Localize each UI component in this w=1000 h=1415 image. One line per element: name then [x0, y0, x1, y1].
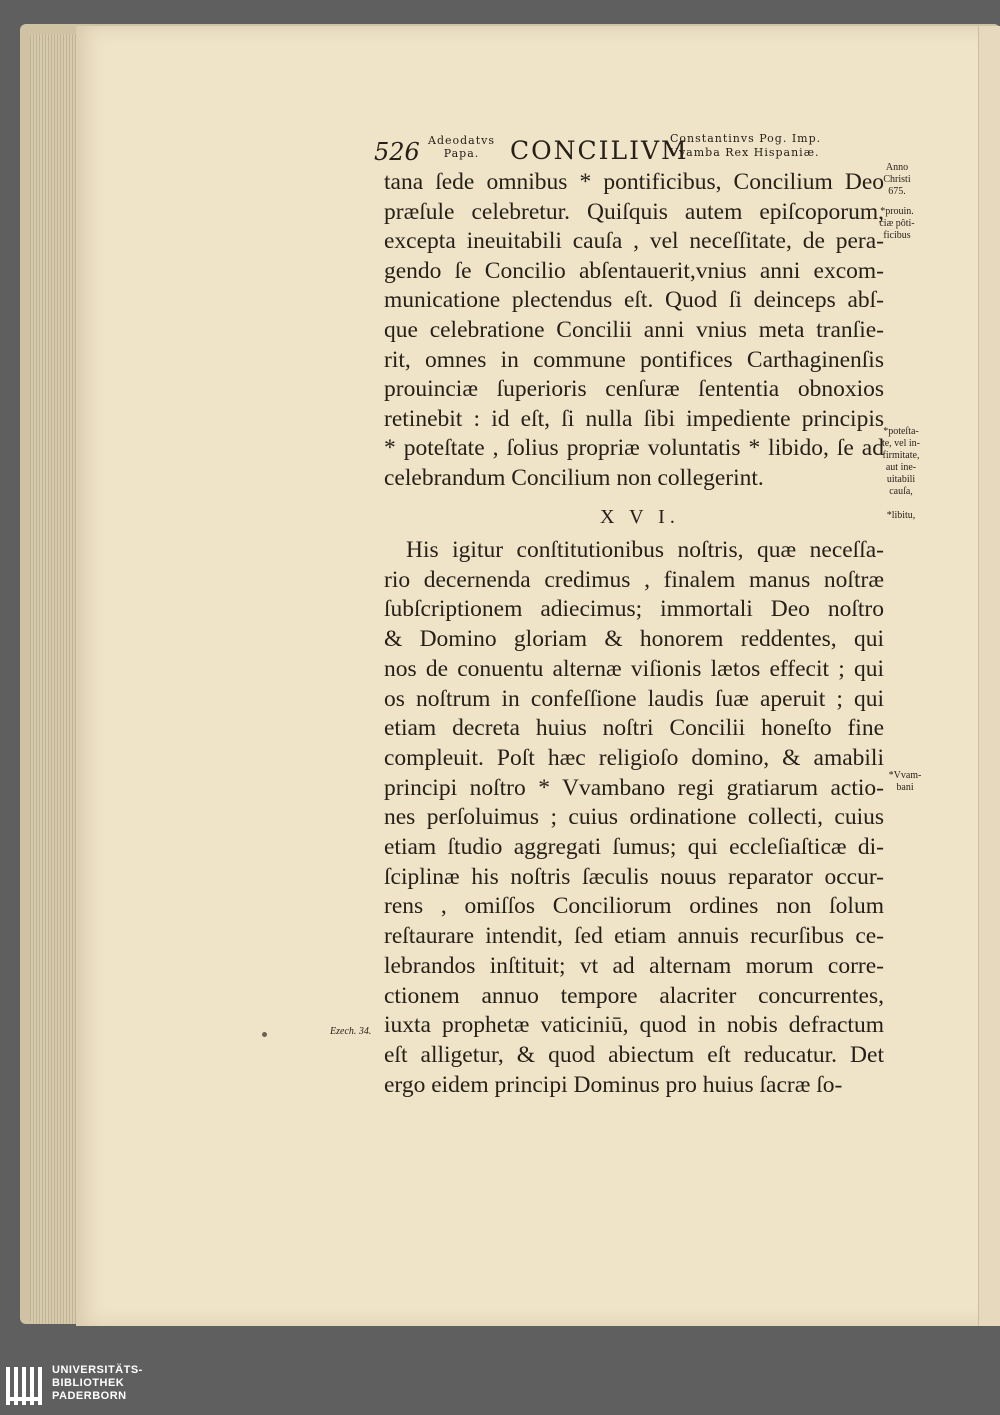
- margin-line: bani: [896, 782, 914, 793]
- margin-line: Anno: [885, 162, 909, 173]
- section-heading: X V I.: [600, 506, 680, 528]
- text-line: excepta ineuitabili cauſa , vel neceſſitate, de pera-: [384, 228, 884, 255]
- margin-line: *prouin.: [880, 206, 914, 217]
- text-line: rit, omnes in commune pontifices Carthaginenſis: [384, 346, 884, 373]
- header-right: [670, 132, 821, 160]
- margin-line: cauſa,: [889, 486, 913, 497]
- text-line: lebrandos inſtituit; vt ad alternam morum corre-: [384, 952, 884, 979]
- page-mark-dot: [262, 1032, 267, 1037]
- margin-line: Christi: [883, 174, 911, 185]
- facing-page-edge: [978, 26, 1000, 1326]
- paragraph-1: [384, 168, 884, 494]
- text-line: prouinciæ ſuperioris cenſuræ ſententia obnoxios: [384, 376, 884, 403]
- text-line: rens , omiſſos Conciliorum ordines non ſolum: [384, 893, 884, 920]
- text-line: ergo eidem principi Dominus pro huius ſacræ ſo-: [384, 1071, 843, 1098]
- text-line: gendo ſe Concilio abſentauerit,vnius anni excom-: [384, 257, 884, 284]
- text-line: nos de conuentu alternæ viſionis lætos effecit ; qui: [384, 655, 884, 682]
- text-line: iuxta prophetæ vaticiniū, quod in nobis defractum: [384, 1012, 884, 1039]
- header-title: CONCILIVM: [510, 136, 689, 165]
- margin-line: *libitu,: [886, 510, 916, 521]
- margin-line: *poteſta-: [883, 426, 919, 437]
- text-line: tana ſede omnibus * pontificibus, Concilium Deo: [384, 169, 884, 195]
- text-line: principi noſtro * Vvambano regi gratiarum actio-: [384, 774, 884, 801]
- header-pope-line1: Adeodatvs: [428, 134, 495, 147]
- text-line: municatione plectendus eſt. Quod ſi deinceps abſ-: [384, 287, 884, 314]
- library-name-line1: UNIVERSITÄTS-: [52, 1364, 143, 1376]
- paragraph-2: [384, 536, 884, 1100]
- text-line: eſt alligetur, & quod abiectum eſt reducatur. Det: [384, 1041, 884, 1068]
- header-right-line1: Constantinvs Pog. Imp.: [670, 132, 822, 145]
- margin-note-4: [880, 770, 930, 794]
- margin-line: te, vel in-: [881, 438, 921, 449]
- text-line: celebrandum Concilium non collegerint.: [384, 464, 764, 491]
- page-number: 526: [374, 138, 420, 166]
- margin-line: aut ine-: [885, 462, 917, 473]
- margin-line: *Vvam-: [888, 770, 922, 781]
- margin-note-1: [870, 206, 924, 242]
- margin-line: uitabili: [886, 474, 916, 485]
- margin-line: ciæ pôti-: [879, 218, 915, 229]
- text-line: reſtaurare intendit, ſed etiam annuis recurſibus ce-: [384, 923, 884, 950]
- text-line: que celebratione Concilii anni vnius meta tranſie-: [384, 316, 884, 343]
- text-line: retinebit : id eſt, ſi nulla ſibi impediente principis: [384, 405, 884, 432]
- text-line: os noſtrum in confeſſione laudis ſuæ aperuit ; qui: [384, 685, 884, 712]
- header-right-line2: Vvamba Rex Hispaniæ.: [670, 146, 820, 159]
- text-line: & Domino gloriam & honorem reddentes, qui: [384, 626, 884, 653]
- text-line: ſubſcriptionem adiecimus; immortali Deo noſtro: [384, 596, 884, 623]
- text-line: ctionem annuo tempore alacriter concurrentes,: [384, 982, 884, 1009]
- header-pope: [428, 134, 495, 160]
- margin-ref-ezech: Ezech. 34.: [330, 1026, 372, 1037]
- page-edges: [30, 34, 80, 1324]
- header-pope-line2: Papa.: [443, 147, 480, 160]
- library-name-line3: PADERBORN: [52, 1390, 127, 1402]
- text-line: etiam ſtudio aggregati ſumus; qui eccleſiaſticæ di-: [384, 834, 884, 861]
- library-name-line2: BIBLIOTHEK: [52, 1377, 125, 1389]
- text-line: nes perſoluimus ; cuius ordinatione collecti, cuius: [384, 804, 884, 831]
- text-line: * poteſtate , ſolius propriæ voluntatis * libido, ſe ad: [384, 435, 884, 462]
- library-name: [52, 1364, 143, 1403]
- text-line: ſciplinæ his noſtris ſæculis nouus reparator occur-: [384, 863, 884, 890]
- text-line: præſule celebretur. Quiſquis autem epiſcoporum,: [384, 198, 884, 225]
- margin-line: 675.: [888, 186, 906, 197]
- text-line: His igitur conſtitutionibus noſtris, quæ neceſſa-: [406, 537, 884, 563]
- margin-line: firmitate,: [882, 450, 920, 461]
- running-header: [374, 130, 834, 170]
- margin-note-3: [876, 510, 926, 522]
- text-line: etiam decreta huius noſtri Concilii honeſto fine: [384, 715, 884, 742]
- margin-note-anno: [872, 162, 922, 198]
- margin-note-2: [874, 426, 928, 498]
- text-line: compleuit. Poſt hæc religioſo domino, & amabili: [384, 744, 884, 771]
- text-line: rio decernenda credimus , finalem manus noſtræ: [384, 566, 884, 593]
- margin-line: ficibus: [883, 230, 911, 241]
